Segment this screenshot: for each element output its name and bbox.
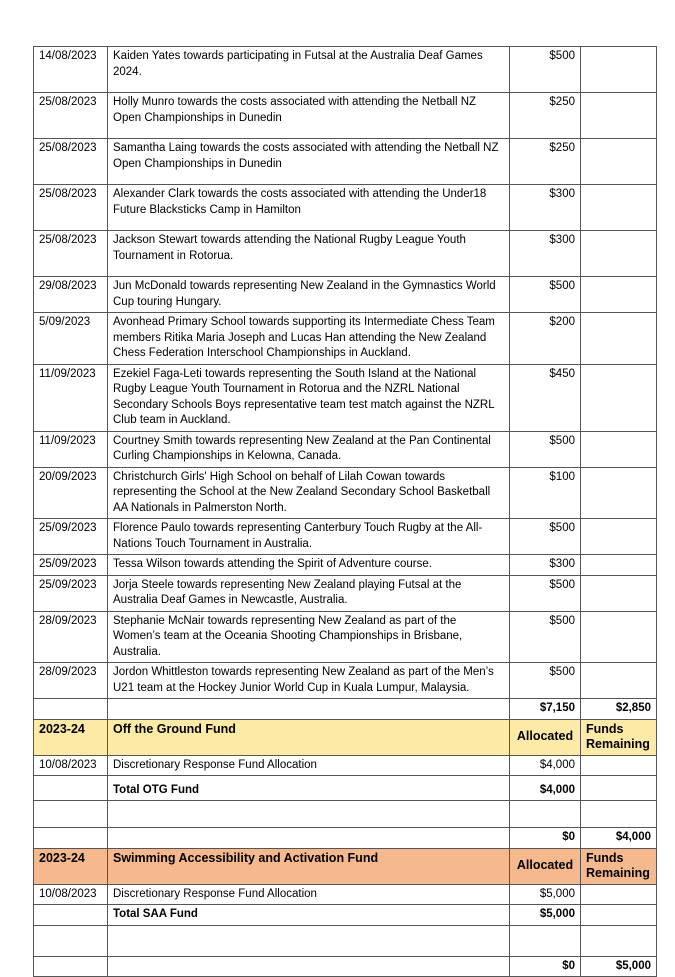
grant-remaining <box>581 93 657 139</box>
otg-row-desc: Discretionary Response Fund Allocation <box>108 755 510 776</box>
saa-final-remaining: $5,000 <box>581 956 657 977</box>
grant-row <box>34 519 657 555</box>
grant-rows <box>34 47 657 699</box>
grant-description: Florence Paulo towards representing Canterbury Touch Rugby at the All-Nations Touch Tournament in Australia. <box>108 519 510 555</box>
grant-amount: $500 <box>510 611 581 663</box>
grant-date: 25/09/2023 <box>34 555 108 576</box>
grant-description: Kaiden Yates towards participating in Futsal at the Australia Deaf Games 2024. <box>108 47 510 93</box>
grant-description: Jordon Whittleston towards representing New Zealand as part of the Men’s U21 team at the Hockey Junior World Cup in Kuala Lumpur, Malaysia. <box>108 663 510 699</box>
otg-remaining-label: Funds Remaining <box>581 719 657 755</box>
saa-row-date: 10/08/2023 <box>34 884 108 905</box>
otg-final-row <box>34 828 657 849</box>
grant-amount: $450 <box>510 364 581 431</box>
otg-row-amount: $4,000 <box>510 755 581 776</box>
saa-header-row <box>34 848 657 884</box>
grant-remaining <box>581 555 657 576</box>
otg-year: 2023-24 <box>34 719 108 755</box>
grant-amount: $300 <box>510 185 581 231</box>
grant-description: Christchurch Girls' High School on behalf of Lilah Cowan towards representing the School at the New Zealand Secondary School Basketball AA Nationals in Palmerston North. <box>108 467 510 519</box>
grant-remaining <box>581 47 657 93</box>
saa-final-allocated: $0 <box>510 956 581 977</box>
grant-amount: $500 <box>510 277 581 313</box>
grant-row <box>34 185 657 231</box>
grant-description: Samantha Laing towards the costs associated with attending the Netball NZ Open Championships in Dunedin <box>108 139 510 185</box>
grants-total-allocated: $7,150 <box>510 699 581 720</box>
otg-title: Off the Ground Fund <box>108 719 510 755</box>
grant-date: 28/09/2023 <box>34 663 108 699</box>
grant-description: Stephanie McNair towards representing New Zealand as part of the Women’s team at the Oceania Shooting Championships in Brisbane, Australia. <box>108 611 510 663</box>
grant-remaining <box>581 467 657 519</box>
saa-year: 2023-24 <box>34 848 108 884</box>
grant-remaining <box>581 575 657 611</box>
grant-remaining <box>581 139 657 185</box>
grant-remaining <box>581 277 657 313</box>
grant-description: Ezekiel Faga-Leti towards representing the South Island at the National Rugby League Youth Tournament in Rotorua and the NZRL National Secondary Schools Boys representative team test match against the NZRL Club team in Auckland. <box>108 364 510 431</box>
grant-description: Alexander Clark towards the costs associated with attending the Under18 Future Blacksticks Camp in Hamilton <box>108 185 510 231</box>
grant-amount: $500 <box>510 47 581 93</box>
grant-row <box>34 231 657 277</box>
grant-description: Avonhead Primary School towards supporting its Intermediate Chess Team members Ritika Maria Joseph and Lucas Han attending the New Zealand Chess Federation Interschool Championships in Auckland. <box>108 313 510 365</box>
grant-row <box>34 663 657 699</box>
grant-row <box>34 467 657 519</box>
grant-date: 25/08/2023 <box>34 185 108 231</box>
saa-total-row <box>34 905 657 926</box>
otg-allocation-row <box>34 755 657 776</box>
grant-date: 20/09/2023 <box>34 467 108 519</box>
grant-amount: $250 <box>510 139 581 185</box>
grant-remaining <box>581 364 657 431</box>
grant-description: Jorja Steele towards representing New Zealand playing Futsal at the Australia Deaf Games in Newcastle, Australia. <box>108 575 510 611</box>
otg-final-allocated: $0 <box>510 828 581 849</box>
grant-date: 25/08/2023 <box>34 231 108 277</box>
grant-date: 25/08/2023 <box>34 93 108 139</box>
saa-allocation-row <box>34 884 657 905</box>
grant-date: 14/08/2023 <box>34 47 108 93</box>
otg-total-label: Total OTG Fund <box>108 776 510 801</box>
saa-row-desc: Discretionary Response Fund Allocation <box>108 884 510 905</box>
otg-row-date: 10/08/2023 <box>34 755 108 776</box>
grant-remaining <box>581 663 657 699</box>
saa-title: Swimming Accessibility and Activation Fund <box>108 848 510 884</box>
grant-date: 25/09/2023 <box>34 575 108 611</box>
grant-remaining <box>581 313 657 365</box>
saa-final-row <box>34 956 657 977</box>
grant-remaining <box>581 431 657 467</box>
saa-total-amount: $5,000 <box>510 905 581 926</box>
grant-row <box>34 555 657 576</box>
grant-remaining <box>581 185 657 231</box>
saa-blank-row <box>34 925 657 956</box>
grant-amount: $500 <box>510 663 581 699</box>
grant-date: 29/08/2023 <box>34 277 108 313</box>
grant-row <box>34 313 657 365</box>
otg-blank-row <box>34 801 657 828</box>
grant-date: 25/09/2023 <box>34 519 108 555</box>
grant-description: Jun McDonald towards representing New Zealand in the Gymnastics World Cup touring Hungary. <box>108 277 510 313</box>
saa-total-label: Total SAA Fund <box>108 905 510 926</box>
otg-final-remaining: $4,000 <box>581 828 657 849</box>
grant-description: Holly Munro towards the costs associated with attending the Netball NZ Open Championships in Dunedin <box>108 93 510 139</box>
otg-header-row <box>34 719 657 755</box>
grant-remaining <box>581 231 657 277</box>
grant-description: Courtney Smith towards representing New Zealand at the Pan Continental Curling Championships in Kelowna, Canada. <box>108 431 510 467</box>
grants-total-remaining: $2,850 <box>581 699 657 720</box>
otg-total-row <box>34 776 657 801</box>
grant-row <box>34 277 657 313</box>
grant-amount: $500 <box>510 575 581 611</box>
otg-total-amount: $4,000 <box>510 776 581 801</box>
grant-row <box>34 364 657 431</box>
grant-amount: $500 <box>510 431 581 467</box>
grant-row <box>34 575 657 611</box>
saa-row-amount: $5,000 <box>510 884 581 905</box>
saa-remaining-label: Funds Remaining <box>581 848 657 884</box>
grant-amount: $250 <box>510 93 581 139</box>
grant-row <box>34 611 657 663</box>
funding-table <box>33 46 657 977</box>
grant-amount: $500 <box>510 519 581 555</box>
grant-date: 11/09/2023 <box>34 364 108 431</box>
grant-amount: $100 <box>510 467 581 519</box>
grant-date: 28/09/2023 <box>34 611 108 663</box>
grant-amount: $300 <box>510 231 581 277</box>
grant-date: 11/09/2023 <box>34 431 108 467</box>
grant-remaining <box>581 519 657 555</box>
grant-amount: $300 <box>510 555 581 576</box>
grant-row <box>34 139 657 185</box>
grant-date: 25/08/2023 <box>34 139 108 185</box>
grant-row <box>34 47 657 93</box>
grant-row <box>34 431 657 467</box>
grant-remaining <box>581 611 657 663</box>
grant-amount: $200 <box>510 313 581 365</box>
grant-date: 5/09/2023 <box>34 313 108 365</box>
grant-row <box>34 93 657 139</box>
saa-allocated-label: Allocated <box>510 848 581 884</box>
otg-allocated-label: Allocated <box>510 719 581 755</box>
grants-total-row <box>34 699 657 720</box>
grant-description: Jackson Stewart towards attending the National Rugby League Youth Tournament in Rotorua. <box>108 231 510 277</box>
grant-description: Tessa Wilson towards attending the Spirit of Adventure course. <box>108 555 510 576</box>
